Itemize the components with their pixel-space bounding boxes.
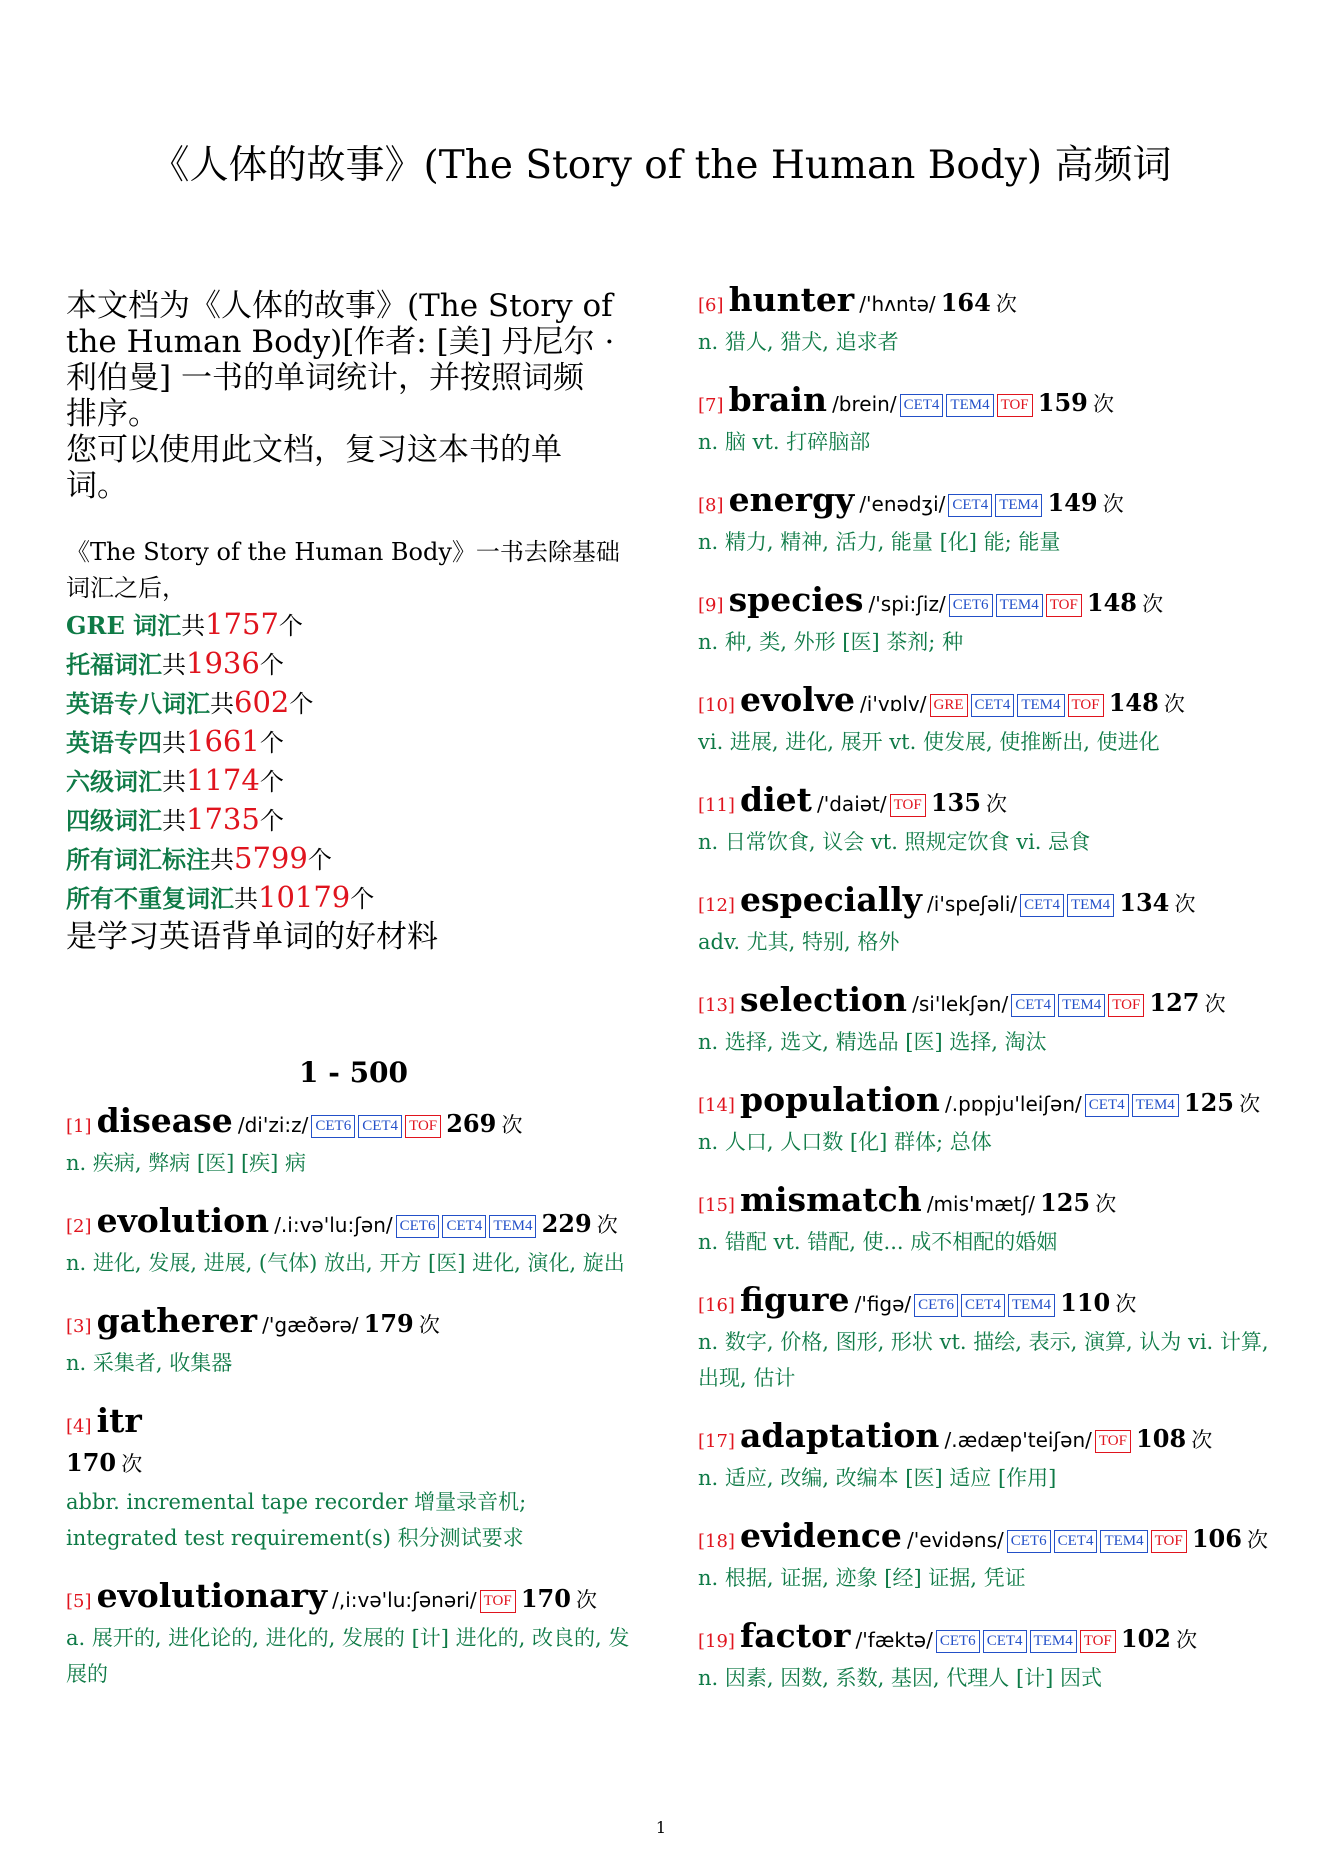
word-entry <box>66 1103 641 1181</box>
exam-tag: TEM4 <box>996 594 1043 617</box>
stat-label: 英语专八词汇 <box>66 689 210 718</box>
entry-head <box>698 882 1278 924</box>
frequency-count: 125 <box>1183 1088 1234 1117</box>
entries-right <box>698 282 1278 1696</box>
exam-tag: TEM4 <box>1030 1630 1077 1653</box>
word-entry <box>698 1082 1278 1160</box>
word-entry <box>698 1518 1278 1596</box>
exam-tag: CET4 <box>1085 1094 1129 1117</box>
entry-index: [19] <box>698 1631 735 1652</box>
word-entry <box>698 882 1278 960</box>
phonetic: /'hʌntə/ <box>859 292 936 316</box>
frequency-count: 159 <box>1037 388 1088 417</box>
entry-head <box>698 282 1278 324</box>
entry-index: [10] <box>698 695 735 716</box>
phonetic: /si'lekʃən/ <box>912 992 1009 1016</box>
frequency-count: 102 <box>1120 1624 1171 1653</box>
stat-line <box>66 645 641 684</box>
frequency-count: 134 <box>1119 888 1170 917</box>
word-entry <box>698 382 1278 460</box>
exam-tag: TOF <box>1108 994 1144 1017</box>
exam-tag: CET6 <box>914 1294 958 1317</box>
exam-tag: TEM4 <box>1017 694 1064 717</box>
stat-line <box>66 879 641 918</box>
word-entry <box>698 682 1278 760</box>
frequency-unit: 次 <box>1092 392 1114 416</box>
stat-count: 5799 <box>234 841 308 875</box>
intro-line: 词。 <box>66 468 128 504</box>
word-entry <box>698 782 1278 860</box>
entry-index: [16] <box>698 1295 735 1316</box>
entry-head <box>698 382 1278 424</box>
entry-index: [17] <box>698 1431 735 1452</box>
frequency-unit: 次 <box>501 1113 523 1137</box>
frequency-count: 106 <box>1191 1524 1242 1553</box>
stat-label: 托福词汇 <box>66 650 162 679</box>
intro-line: 利伯曼] 一书的单词统计，并按照词频 <box>66 360 584 396</box>
stat-count: 1936 <box>186 646 260 680</box>
entry-index: [6] <box>698 295 724 316</box>
exam-tag: TOF <box>997 394 1033 417</box>
phonetic: /.ædæp'teiʃən/ <box>944 1428 1092 1452</box>
exam-tag: CET4 <box>442 1215 486 1238</box>
word-entry <box>698 482 1278 560</box>
exam-tag: CET6 <box>1007 1530 1051 1553</box>
stat-connector: 共 <box>162 651 186 679</box>
definition: n. 人口, 人口数 [化] 群体; 总体 <box>698 1130 992 1154</box>
phonetic: /mis'mætʃ/ <box>926 1192 1035 1216</box>
stat-unit: 个 <box>307 846 332 874</box>
intro-line: 您可以使用此文档，复习这本书的单 <box>66 432 562 468</box>
frequency-count: 269 <box>446 1109 497 1138</box>
headword: adaptation <box>740 1416 940 1455</box>
frequency-unit: 次 <box>1163 692 1185 716</box>
word-entry <box>698 982 1278 1060</box>
stat-label: 英语专四 <box>66 728 162 757</box>
headword: figure <box>740 1280 850 1319</box>
entry-index: [14] <box>698 1095 735 1116</box>
stat-unit: 个 <box>259 807 284 835</box>
frequency-count: 135 <box>930 788 981 817</box>
exam-tag: TEM4 <box>1132 1094 1179 1117</box>
exam-tag: TOF <box>1095 1430 1131 1453</box>
stat-connector: 共 <box>162 729 186 757</box>
entry-head <box>698 1418 1278 1460</box>
frequency-unit: 次 <box>1142 592 1164 616</box>
frequency-count: 108 <box>1136 1424 1187 1453</box>
phonetic: /brein/ <box>832 392 897 416</box>
frequency-unit: 次 <box>418 1313 440 1337</box>
stat-label: 所有词汇标注 <box>66 845 210 874</box>
entry-head <box>66 1303 641 1345</box>
exam-tag: CET4 <box>1011 994 1055 1017</box>
headword: evolve <box>740 680 855 719</box>
exam-tag: CET6 <box>936 1630 980 1653</box>
exam-tag: TOF <box>480 1590 516 1613</box>
definition: vi. 进展, 进化, 展开 vt. 使发展, 使推断出, 使进化 <box>698 730 1160 754</box>
exam-tag: CET4 <box>983 1630 1027 1653</box>
headword: especially <box>740 880 922 919</box>
phonetic: /i'speʃəli/ <box>927 892 1018 916</box>
stat-connector: 共 <box>162 807 186 835</box>
entries-left <box>66 1103 641 1692</box>
definition: n. 疾病, 弊病 [医] [疾] 病 <box>66 1151 307 1175</box>
intro-paragraph <box>66 288 641 504</box>
exam-tag: TEM4 <box>1100 1530 1147 1553</box>
definition: n. 数字, 价格, 图形, 形状 vt. 描绘, 表示, 演算, 认为 vi. 计算, 出现, 估计 <box>698 1330 1269 1390</box>
headword: energy <box>728 480 855 519</box>
frequency-unit: 次 <box>1239 1092 1261 1116</box>
headword: evidence <box>740 1516 902 1555</box>
entry-head <box>698 782 1278 824</box>
phonetic: /.pɒpju'leiʃən/ <box>945 1092 1082 1116</box>
frequency-count: 149 <box>1047 488 1098 517</box>
stat-count: 1757 <box>205 607 279 641</box>
definition: n. 日常饮食, 议会 vt. 照规定饮食 vi. 忌食 <box>698 830 1091 854</box>
definition: abbr. incremental tape recorder 增量录音机; integrated test requirement(s) 积分测试要求 <box>66 1490 527 1550</box>
word-entry <box>698 1282 1278 1396</box>
stat-line <box>66 684 641 723</box>
range-heading: 1 - 500 <box>298 1056 409 1089</box>
page-title: 《人体的故事》(The Story of the Human Body) 高频词 <box>150 143 1172 188</box>
frequency-count: 125 <box>1040 1188 1091 1217</box>
phonetic: /'evidəns/ <box>907 1528 1004 1552</box>
word-entry <box>698 1182 1278 1260</box>
stat-unit: 个 <box>259 651 284 679</box>
stat-unit: 个 <box>259 729 284 757</box>
stat-line <box>66 723 641 762</box>
exam-tag: TOF <box>405 1115 441 1138</box>
entry-index: [12] <box>698 895 735 916</box>
definition: n. 猎人, 猎犬, 追求者 <box>698 330 899 354</box>
exam-tag: CET4 <box>1054 1530 1098 1553</box>
entry-head <box>698 582 1278 624</box>
headword: species <box>728 580 864 619</box>
headword: gatherer <box>96 1301 258 1340</box>
exam-tag: CET4 <box>900 394 944 417</box>
frequency-count: 229 <box>541 1209 592 1238</box>
frequency-unit: 次 <box>1174 892 1196 916</box>
entry-head <box>698 1082 1278 1124</box>
intro-line: the Human Body)[作者: [美] 丹尼尔 · <box>66 324 615 360</box>
exam-tag: TOF <box>1068 694 1104 717</box>
closing-text: 是学习英语背单词的好材料 <box>66 919 438 955</box>
phonetic: /'figə/ <box>854 1292 912 1316</box>
stat-label: 所有不重复词汇 <box>66 884 234 913</box>
headword: population <box>740 1080 940 1119</box>
exam-tag: TEM4 <box>1008 1294 1055 1317</box>
intro-line: 排序。 <box>66 396 159 432</box>
headword: disease <box>96 1101 233 1140</box>
entry-index: [9] <box>698 595 724 616</box>
stat-connector: 共 <box>162 768 186 796</box>
entry-index: [3] <box>66 1316 92 1337</box>
frequency-unit: 次 <box>121 1452 143 1476</box>
stat-label: GRE 词汇 <box>66 611 182 640</box>
definition: adv. 尤其, 特别, 格外 <box>698 930 900 954</box>
headword: itr <box>96 1401 142 1440</box>
phonetic: /'fæktə/ <box>855 1628 933 1652</box>
stat-line <box>66 606 641 645</box>
exam-tag: TOF <box>1046 594 1082 617</box>
definition: n. 适应, 改编, 改编本 [医] 适应 [作用] <box>698 1466 1057 1490</box>
exam-tag: CET4 <box>961 1294 1005 1317</box>
frequency-unit: 次 <box>596 1213 618 1237</box>
frequency-count: 148 <box>1108 688 1159 717</box>
entry-head <box>698 982 1278 1024</box>
book-description: 《The Story of the Human Body》一书去除基础词汇之后， <box>66 538 620 602</box>
right-column <box>698 282 1278 1718</box>
stat-connector: 共 <box>210 690 234 718</box>
definition: n. 种, 类, 外形 [医] 茶剂; 种 <box>698 630 964 654</box>
stat-connector: 共 <box>210 846 234 874</box>
headword: evolutionary <box>96 1576 328 1615</box>
entry-head <box>698 1518 1278 1560</box>
entry-index: [5] <box>66 1591 92 1612</box>
entry-index: [1] <box>66 1116 92 1137</box>
headword: brain <box>728 380 827 419</box>
stat-unit: 个 <box>289 690 314 718</box>
word-entry <box>698 582 1278 660</box>
definition: n. 错配 vt. 错配, 使... 成不相配的婚姻 <box>698 1230 1058 1254</box>
frequency-count: 170 <box>66 1448 117 1477</box>
frequency-unit: 次 <box>1204 992 1226 1016</box>
definition: n. 脑 vt. 打碎脑部 <box>698 430 871 454</box>
word-entry <box>66 1203 641 1281</box>
exam-tag: GRE <box>930 694 968 717</box>
entry-index: [13] <box>698 995 735 1016</box>
frequency-count: 170 <box>520 1584 571 1613</box>
definition: n. 采集者, 收集器 <box>66 1351 233 1375</box>
headword: mismatch <box>740 1180 922 1219</box>
stat-unit: 个 <box>350 885 375 913</box>
frequency-unit: 次 <box>1102 492 1124 516</box>
phonetic: /'daiət/ <box>817 792 887 816</box>
stat-line <box>66 762 641 801</box>
frequency-unit: 次 <box>986 792 1008 816</box>
word-entry <box>698 1418 1278 1496</box>
entry-index: [8] <box>698 495 724 516</box>
stat-unit: 个 <box>278 612 303 640</box>
frequency-unit: 次 <box>1176 1628 1198 1652</box>
stat-count: 602 <box>234 685 290 719</box>
entry-index: [18] <box>698 1531 735 1552</box>
page-number: 1 <box>655 1818 667 1837</box>
definition: n. 精力, 精神, 活力, 能量 [化] 能; 能量 <box>698 530 1061 554</box>
exam-tag: TEM4 <box>489 1215 536 1238</box>
entry-head <box>66 1403 641 1484</box>
intro-line: 本文档为《人体的故事》(The Story of <box>66 288 613 324</box>
definition: n. 根据, 证据, 迹象 [经] 证据, 凭证 <box>698 1566 1026 1590</box>
entry-index: [7] <box>698 395 724 416</box>
stat-line <box>66 840 641 879</box>
entry-index: [2] <box>66 1216 92 1237</box>
frequency-unit: 次 <box>1191 1428 1213 1452</box>
exam-tag: TOF <box>1151 1530 1187 1553</box>
exam-tag: CET6 <box>396 1215 440 1238</box>
entry-head <box>698 1182 1278 1224</box>
entry-index: [4] <box>66 1416 92 1437</box>
exam-tag: TOF <box>1080 1630 1116 1653</box>
phonetic: /i'vɒlv/ <box>860 692 927 716</box>
entry-head <box>698 682 1278 724</box>
stat-connector: 共 <box>181 612 206 640</box>
stat-count: 1735 <box>186 802 260 836</box>
stat-count: 1174 <box>186 763 260 797</box>
entry-head <box>698 1618 1278 1660</box>
exam-tag: TEM4 <box>946 394 993 417</box>
exam-tag: TOF <box>890 794 926 817</box>
exam-tag: CET6 <box>311 1115 355 1138</box>
vocabulary-stats <box>66 606 641 918</box>
exam-tag: TEM4 <box>1058 994 1105 1017</box>
phonetic: /'gæðərə/ <box>262 1313 359 1337</box>
definition: n. 进化, 发展, 进展, (气体) 放出, 开方 [医] 进化, 演化, 旋出 <box>66 1251 625 1275</box>
frequency-count: 179 <box>363 1309 414 1338</box>
exam-tag: CET4 <box>948 494 992 517</box>
phonetic: /'enədʒi/ <box>859 492 946 516</box>
stat-label: 四级词汇 <box>66 806 162 835</box>
entry-head <box>698 482 1278 524</box>
frequency-unit: 次 <box>576 1588 598 1612</box>
entry-head <box>66 1103 641 1145</box>
word-entry <box>698 1618 1278 1696</box>
stat-connector: 共 <box>234 885 258 913</box>
entry-index: [15] <box>698 1195 735 1216</box>
phonetic: /,i:və'lu:ʃənəri/ <box>332 1588 477 1612</box>
left-column <box>66 288 641 1714</box>
word-entry <box>66 1403 641 1556</box>
headword: diet <box>740 780 812 819</box>
stat-line <box>66 801 641 840</box>
exam-tag: TEM4 <box>1067 894 1114 917</box>
frequency-unit: 次 <box>1247 1528 1269 1552</box>
definition: n. 选择, 选文, 精选品 [医] 选择, 淘汰 <box>698 1030 1047 1054</box>
stat-count: 10179 <box>258 880 351 914</box>
word-entry <box>66 1303 641 1381</box>
exam-tag: TEM4 <box>995 494 1042 517</box>
definition: n. 因素, 因数, 系数, 基因, 代理人 [计] 因式 <box>698 1666 1103 1690</box>
exam-tag: CET4 <box>971 694 1015 717</box>
entry-head <box>698 1282 1278 1324</box>
phonetic: /.i:və'lu:ʃən/ <box>274 1213 393 1237</box>
entry-head <box>66 1203 641 1245</box>
frequency-unit: 次 <box>995 292 1017 316</box>
phonetic: /'spi:ʃiz/ <box>868 592 946 616</box>
headword: evolution <box>96 1201 270 1240</box>
stat-unit: 个 <box>259 768 284 796</box>
phonetic: /di'zi:z/ <box>237 1113 309 1137</box>
word-entry <box>698 282 1278 360</box>
frequency-count: 148 <box>1086 588 1138 617</box>
headword: hunter <box>728 280 855 319</box>
exam-tag: CET6 <box>949 594 993 617</box>
frequency-unit: 次 <box>1115 1292 1137 1316</box>
frequency-unit: 次 <box>1095 1192 1117 1216</box>
headword: factor <box>740 1616 851 1655</box>
stat-count: 1661 <box>186 724 260 758</box>
definition: a. 展开的, 进化论的, 进化的, 发展的 [计] 进化的, 改良的, 发展的 <box>66 1626 630 1686</box>
entry-index: [11] <box>698 795 735 816</box>
stat-label: 六级词汇 <box>66 767 162 796</box>
exam-tag: CET4 <box>1020 894 1064 917</box>
headword: selection <box>740 980 908 1019</box>
frequency-count: 110 <box>1060 1288 1111 1317</box>
exam-tag: CET4 <box>358 1115 402 1138</box>
entry-head <box>66 1578 641 1620</box>
word-entry <box>66 1578 641 1692</box>
frequency-count: 164 <box>940 288 991 317</box>
frequency-count: 127 <box>1149 988 1200 1017</box>
